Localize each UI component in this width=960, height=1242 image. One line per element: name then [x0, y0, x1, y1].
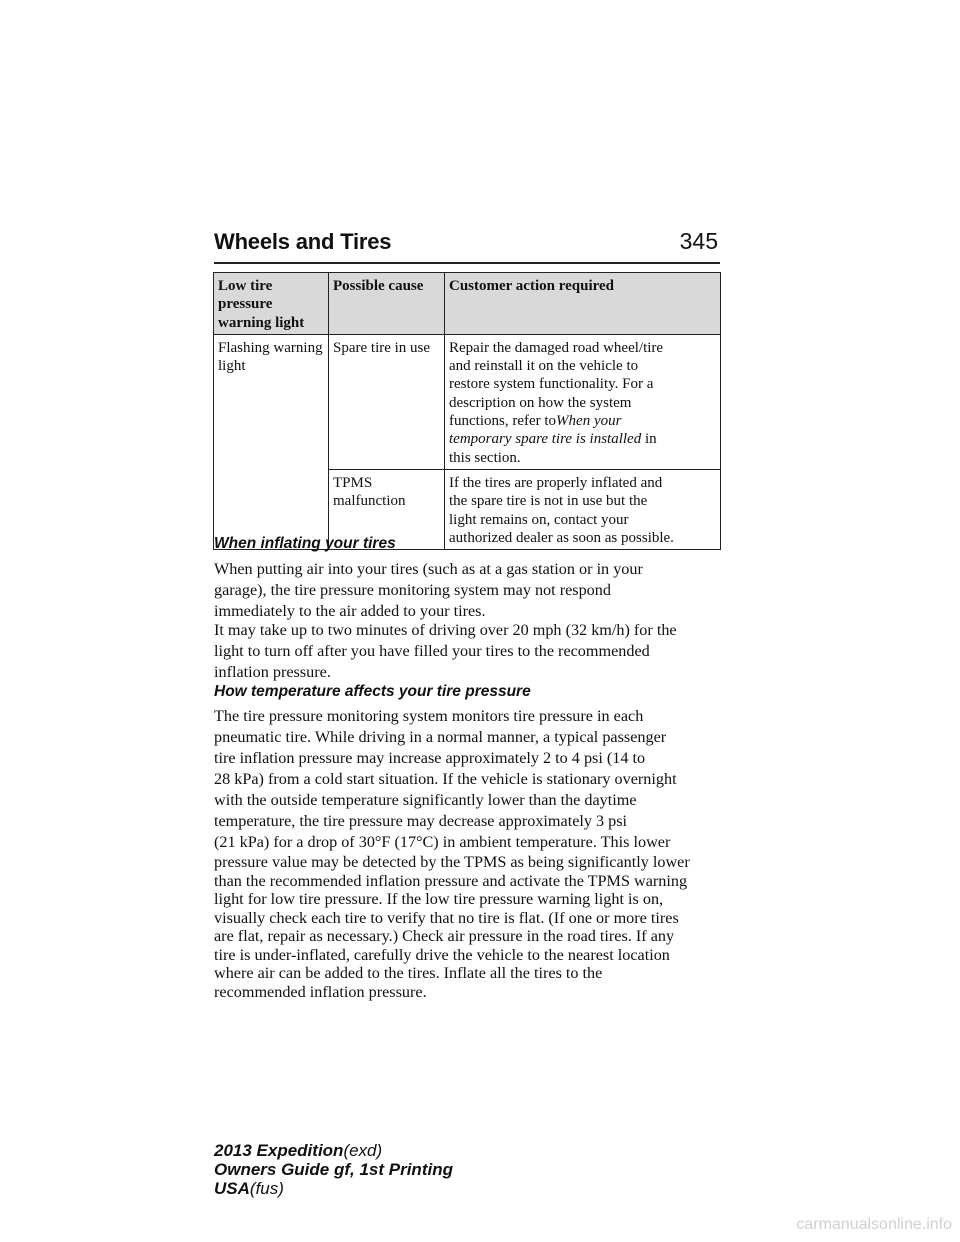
cross-reference-link: When your [556, 413, 622, 430]
column-header-customer-action: Customer action required [445, 273, 721, 335]
customer-action-cell: Repair the damaged road wheel/tire and reinstall it on the vehicle to restore system functionality. For a description on how the system functions, refer toWhen your temporary spare tire is installed in this section. [445, 334, 721, 469]
section-title: Wheels and Tires [214, 229, 392, 254]
page-footer: 2013 Expedition(exd) Owners Guide gf, 1st Printing USA(fus) [214, 1141, 453, 1198]
footer-model: 2013 Expedition [214, 1141, 344, 1160]
section-heading-temperature: How temperature affects your tire pressure [214, 683, 531, 700]
footer-edition: Owners Guide gf, 1st Printing [214, 1160, 453, 1179]
watermark: carmanualsonline.info [796, 1216, 952, 1233]
column-header-possible-cause: Possible cause [329, 273, 445, 335]
page-header [214, 222, 720, 264]
possible-cause-cell: Spare tire in use [329, 334, 445, 469]
paragraph-inflating-1: When putting air into your tires (such as at a gas station or in your garage), the tire pressure monitoring system may not respond immediately to the air added to your tires. [214, 560, 643, 620]
paragraph-inflating-2: It may take up to two minutes of driving over 20 mph (32 km/h) for the light to turn off after you have filled your tires to the recommended inflation pressure. [214, 621, 677, 681]
column-header-warning-light: Low tire pressure warning light [214, 273, 329, 335]
paragraph-temperature: The tire pressure monitoring system monitors tire pressure in each pneumatic tire. While driving in a normal manner, a typical passenger tire inflation pressure may increase approximately 2 to 4 psi (14 to 28 kPa) from a cold start situation. If the vehicle is stationary overnight with the outside temperature significantly lower than the daytime temperature, the tire pressure may decrease approximately 3 psi (21 kPa) for a drop of 30°F (17°C) in ambient temperature. This lower pressure value may be detected by the TPMS as being significantly lower than the recommended inflation pressure and activate the TPMS warning light for low tire pressure. If the low tire pressure warning light is on, visually check each tire to verify that no tire is flat. (If one or more tires are flat, repair as necessary.) Check air pressure in the road tires. If any tire is under-inflated, carefully drive the vehicle to the nearest location where air can be added to the tires. Inflate all the tires to the recommended inflation pressure. [214, 707, 690, 1001]
possible-cause-cell: TPMS malfunction [329, 469, 445, 549]
table-row [214, 334, 721, 469]
warning-light-table [213, 272, 721, 550]
section-heading-inflating: When inflating your tires [214, 535, 396, 552]
table-header-row [214, 273, 721, 335]
cross-reference-link: temporary spare tire is installed [449, 431, 642, 448]
footer-market: USA [214, 1179, 250, 1198]
page-number: 345 [679, 228, 718, 254]
customer-action-cell: If the tires are properly inflated and the spare tire is not in use but the light remains on, contact your authorized dealer as soon as possible. [445, 469, 721, 549]
warning-light-cell: Flashing warning light [214, 334, 329, 549]
